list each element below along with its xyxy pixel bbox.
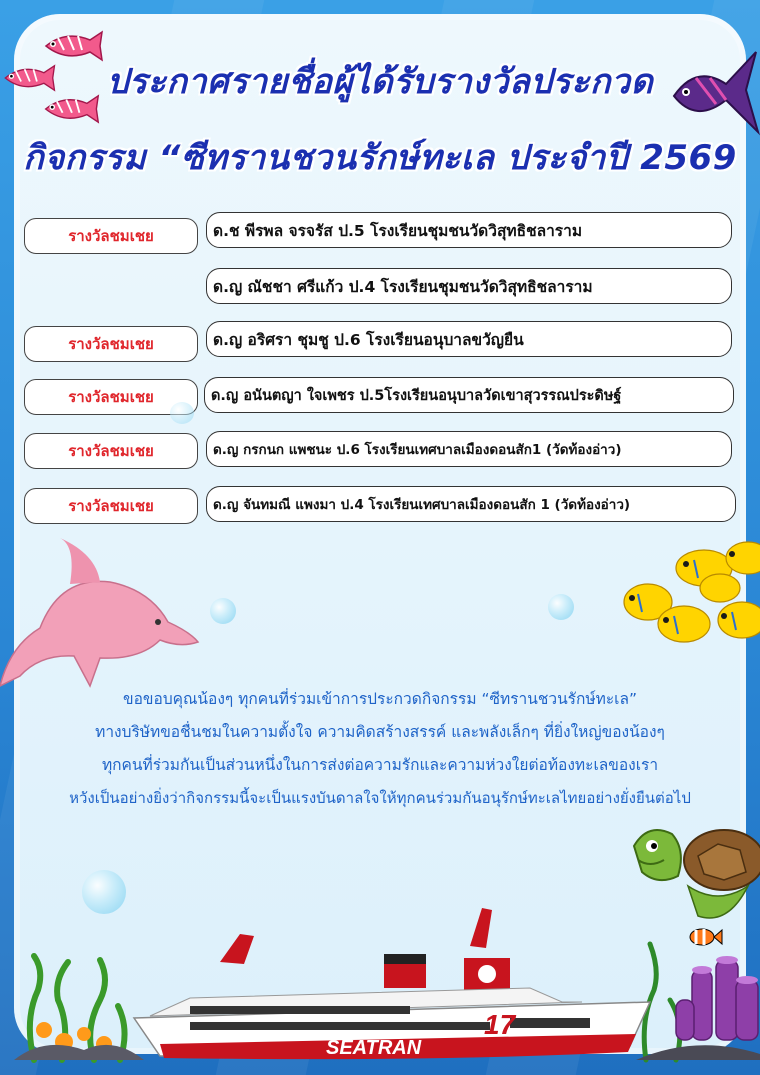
ship-brand: SEATRAN: [326, 1037, 422, 1059]
winner-name: ด.ช พีรพล จรจรัส ป.5 โรงเรียนชุมชนวัดวิสุทธิชลาราม: [206, 212, 732, 248]
award-label: รางวัลชมเชย: [24, 379, 198, 415]
pink-dolphin-icon: [0, 536, 200, 696]
bubble: [82, 870, 126, 914]
yellow-fish-icon: [624, 540, 760, 648]
award-label: รางวัลชมเชย: [24, 218, 198, 254]
bubble: [548, 594, 574, 620]
thank-you-line: ทางบริษัทขอชื่นชมในความตั้งใจ ความคิดสร้างสรรค์ และพลังเล็กๆ ที่ยิ่งใหญ่ของน้องๆ: [95, 723, 665, 741]
seaweed-icon: [14, 950, 144, 1060]
winner-name: ด.ญ จันทมณี แพงมา ป.4 โรงเรียนเทศบาลเมืองดอนสัก 1 (วัดท้องอ่าว): [206, 486, 736, 522]
page-subtitle: กิจกรรม “ซีทรานชวนรักษ์ทะเล ประจำปี 2569: [23, 138, 737, 178]
thank-you-line: หวังเป็นอย่างยิ่งว่ากิจกรรมนี้จะเป็นแรงบันดาลใจให้ทุกคนร่วมกันอนุรักษ์ทะเลไทยอย่างยั่งยืนต่อไป: [69, 789, 691, 807]
winner-name: ด.ญ อริศรา ชุมชู ป.6 โรงเรียนอนุบาลขวัญยืน: [206, 321, 732, 357]
award-label: รางวัลชมเชย: [24, 433, 198, 469]
award-label: รางวัลชมเชย: [24, 488, 198, 524]
thank-you-line: ขอขอบคุณน้องๆ ทุกคนที่ร่วมเข้าการประกวดกิจกรรม “ซีทรานชวนรักษ์ทะเล”: [123, 690, 637, 708]
bubble: [210, 598, 236, 624]
bubble: [170, 402, 194, 424]
ship-number: 17: [484, 1009, 516, 1040]
ferry-ship-icon: [130, 906, 670, 1070]
award-label: รางวัลชมเชย: [24, 326, 198, 362]
page-title: ประกาศรายชื่อผู้ได้รับรางวัลประกวด: [106, 62, 654, 102]
winner-name: ด.ญ อนันตญา ใจเพชร ป.5โรงเรียนอนุบาลวัดเขาสุวรรณประดิษฐ์: [204, 377, 734, 413]
winner-name: ด.ญ ณัชชา ศรีแก้ว ป.4 โรงเรียนชุมชนวัดวิสุทธิชลาราม: [206, 268, 732, 304]
thank-you-line: ทุกคนที่ร่วมกันเป็นส่วนหนึ่งในการส่งต่อความรักและความห่วงใยต่อท้องทะเลของเรา: [101, 756, 659, 774]
winner-name: ด.ญ กรกนก แพชนะ ป.6 โรงเรียนเทศบาลเมืองดอนสัก1 (วัดท้องอ่าว): [206, 431, 732, 467]
